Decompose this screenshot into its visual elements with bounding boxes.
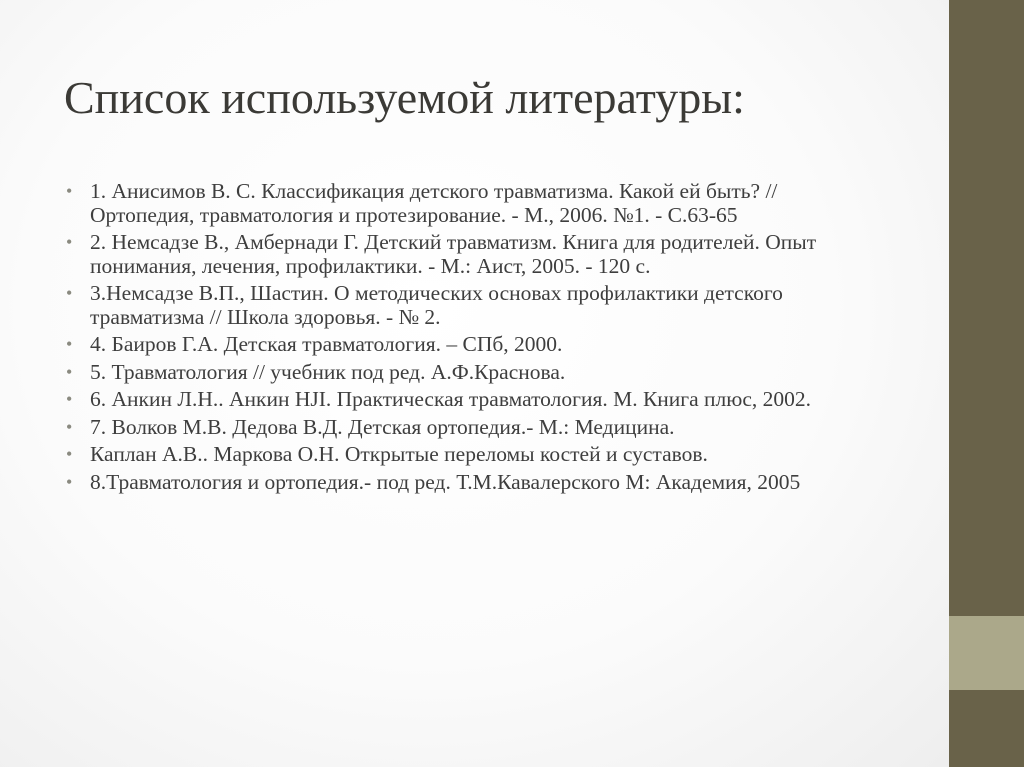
reference-text: Каплан А.В.. Маркова О.Н. Открытые переломы костей и суставов.	[90, 442, 708, 466]
reference-text: 3.Немсадзе В.П., Шастин. О методических основах профилактики детского травматизма // Школа здоровья. - № 2.	[90, 281, 783, 329]
bullet-icon: •	[66, 334, 73, 354]
bullet-icon: •	[66, 181, 73, 201]
bullet-icon: •	[66, 416, 73, 437]
list-item	[66, 180, 886, 227]
list-item	[66, 443, 886, 467]
reference-text: 1. Анисимов В. С. Классификация детского травматизма. Какой ей быть? // Ортопедия, травматология и протезирование. - М., 2006. №1. - С.63-65	[90, 179, 778, 227]
reference-text: 6. Анкин Л.Н.. Анкин HJI. Практическая травматология. М. Книга плюс, 2002.	[90, 387, 812, 411]
list-item	[66, 361, 886, 385]
page-title: Список используемой литературы:	[64, 72, 745, 123]
bullet-icon: •	[66, 444, 73, 464]
bullet-icon: •	[66, 389, 73, 409]
reference-text: 8.Травматология и ортопедия.- под ред. Т.М.Кавалерского М: Академия, 2005	[90, 469, 801, 494]
bullet-icon: •	[66, 361, 73, 382]
list-item	[66, 231, 886, 278]
list-item	[66, 333, 886, 357]
bullet-icon: •	[66, 471, 73, 492]
bullet-icon: •	[66, 232, 73, 252]
side-decoration-accent	[949, 616, 1024, 690]
reference-list	[66, 180, 886, 498]
list-item	[66, 388, 886, 412]
reference-text: 2. Немсадзе В., Амбернади Г. Детский травматизм. Книга для родителей. Опыт понимания, лечения, профилактики. - М.: Аист, 2005. - 120 с.	[90, 230, 817, 278]
reference-text: 4. Баиров Г.А. Детская травматология. – СПб, 2000.	[90, 332, 563, 356]
reference-text: 5. Травматология // учебник под ред. А.Ф.Краснова.	[90, 359, 566, 384]
bullet-icon: •	[66, 283, 73, 303]
list-item	[66, 282, 886, 329]
list-item	[66, 416, 886, 440]
list-item	[66, 471, 886, 495]
reference-text: 7. Волков М.В. Дедова В.Д. Детская ортопедия.- М.: Медицина.	[90, 414, 675, 439]
